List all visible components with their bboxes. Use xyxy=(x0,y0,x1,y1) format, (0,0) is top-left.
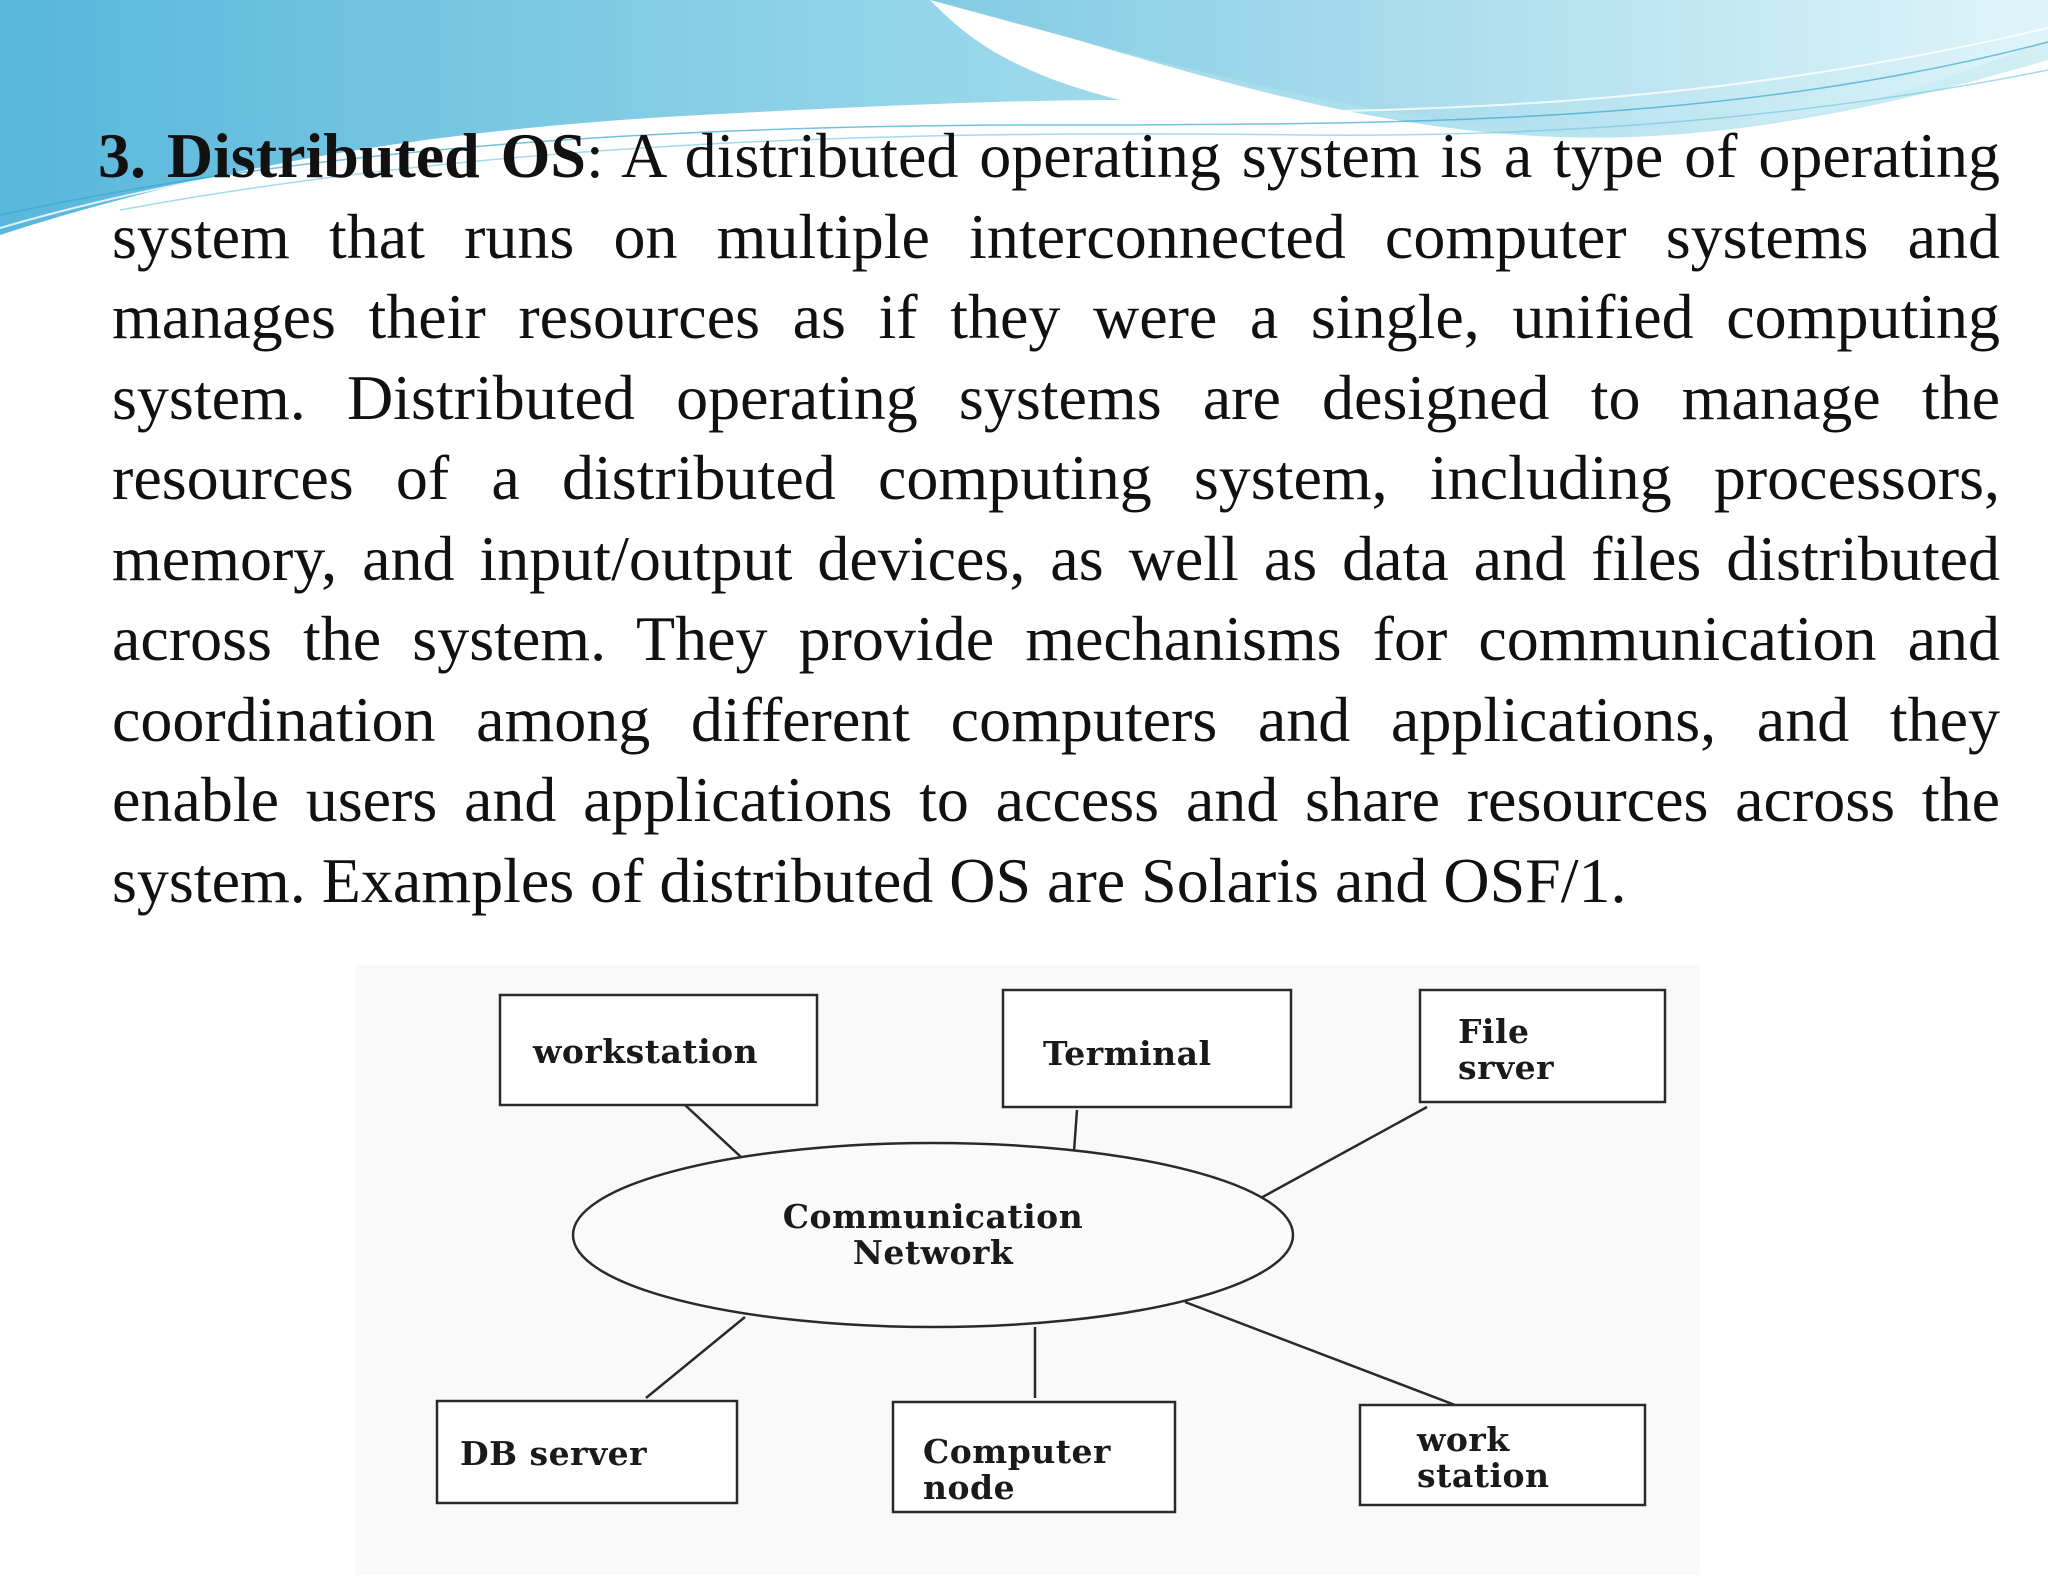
node-db-server-label: DB server xyxy=(460,1434,648,1473)
network-diagram xyxy=(355,965,1700,1575)
wave-band-light xyxy=(930,0,2048,135)
paragraph-body: A distributed operating system is a type of operating system that runs on multiple interconnected computer systems and manages their resources as if they were a single, unified computing system. Distributed operating systems are designed to manage the resources of a distributed computing system, including processors, memory, and input/output devices, as well as data and files distributed across the system. They provide mechanisms for communication and coordination among different computers and applications, and they enable users and applications to access and share resources across the system. Examples of distributed OS are Solaris and OSF/1. xyxy=(112,120,2000,916)
node-computer-node-label-line2: node xyxy=(923,1468,1016,1507)
node-work-station-label-line2: station xyxy=(1417,1456,1550,1495)
link-work-station xyxy=(1185,1302,1455,1405)
node-computer-node-label-line1: Computer xyxy=(923,1432,1111,1471)
heading-term: Distributed OS xyxy=(166,120,586,191)
heading-colon: : xyxy=(585,120,604,191)
node-file-server-label-line2: srver xyxy=(1458,1048,1555,1087)
heading-number: 3. xyxy=(98,120,146,191)
link-file-server xyxy=(1248,1107,1427,1205)
link-db-server xyxy=(646,1317,745,1398)
network-diagram-svg xyxy=(355,965,1700,1575)
slide-paragraph xyxy=(98,116,2000,921)
center-label-line2: Network xyxy=(852,1233,1014,1272)
node-workstation-label: workstation xyxy=(533,1032,759,1071)
node-terminal-label: Terminal xyxy=(1043,1034,1212,1073)
center-label-line1: Communication xyxy=(782,1197,1084,1236)
node-work-station-label-line1: work xyxy=(1417,1420,1510,1459)
node-file-server-label-line1: File xyxy=(1458,1012,1530,1051)
